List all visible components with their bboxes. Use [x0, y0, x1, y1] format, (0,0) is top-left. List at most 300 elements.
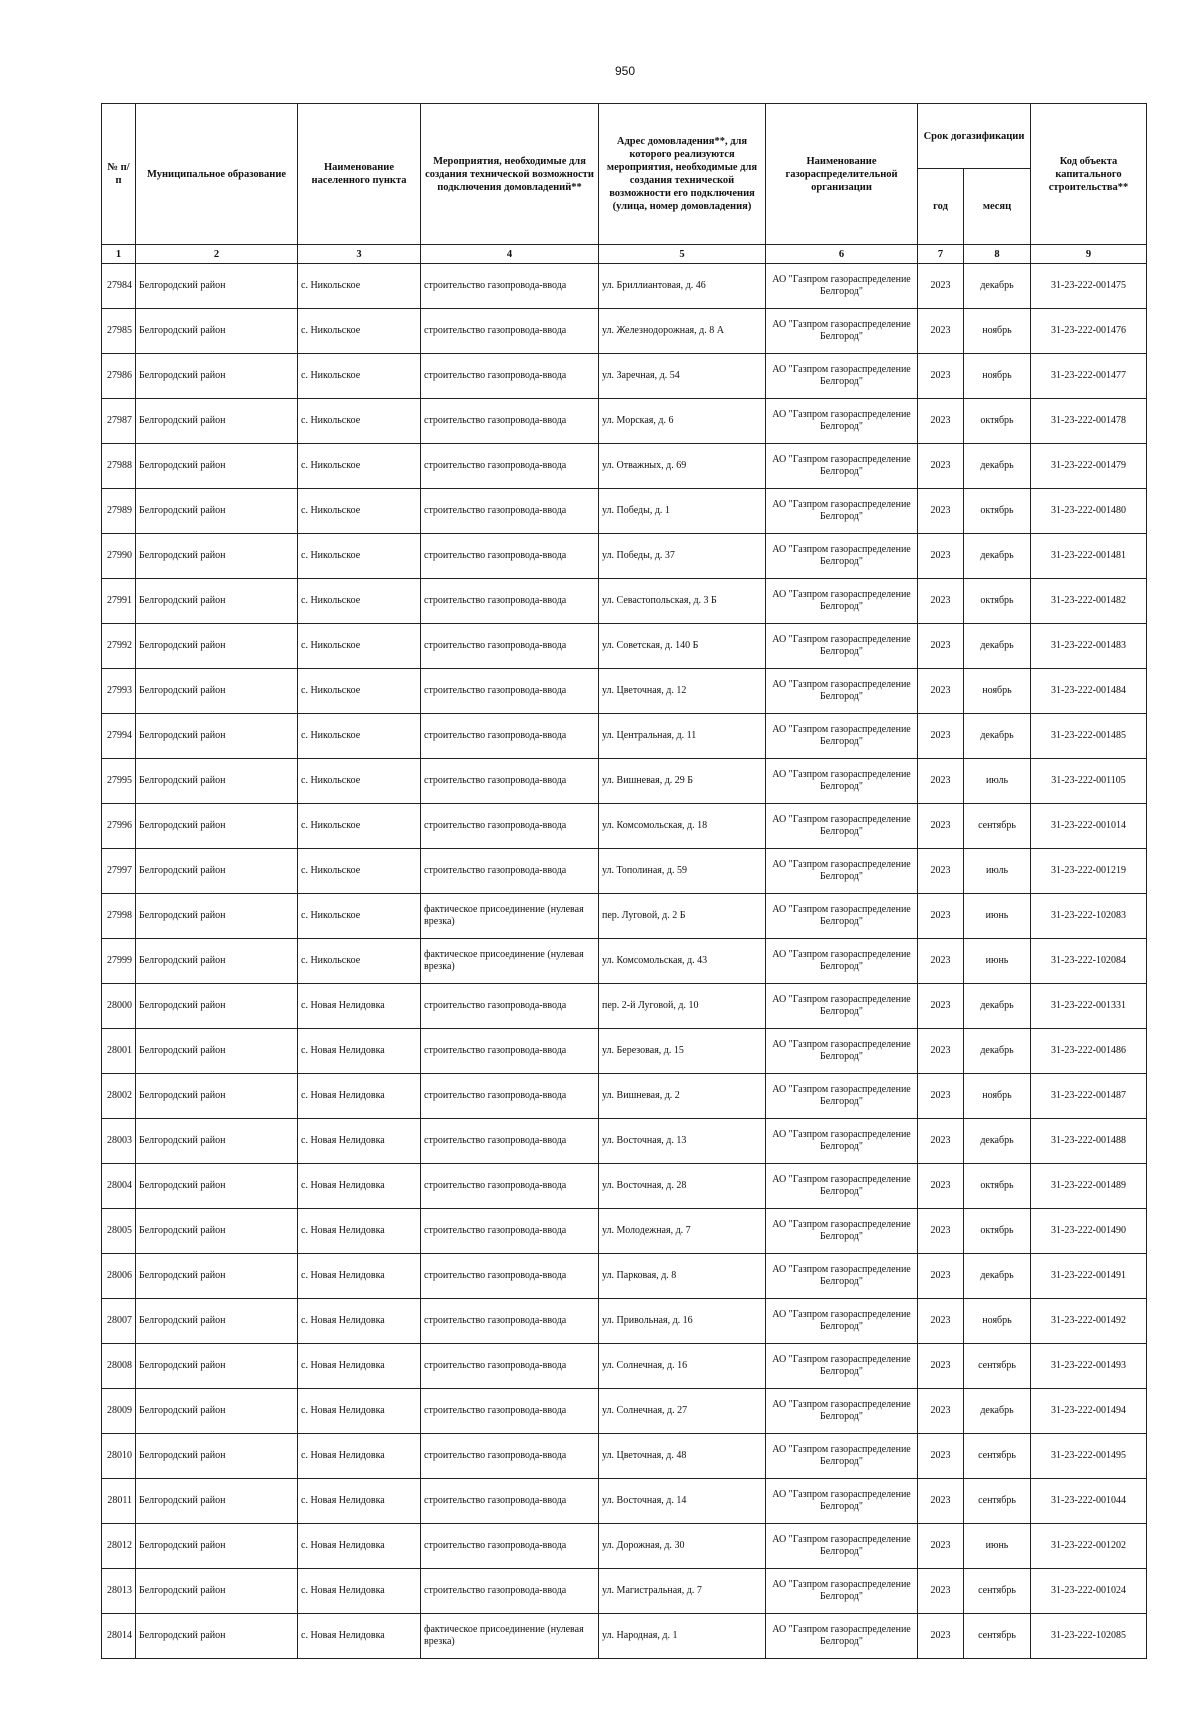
row-number: 28002 — [102, 1074, 136, 1119]
municipality-cell: Белгородский район — [136, 759, 298, 804]
row-number: 27993 — [102, 669, 136, 714]
address-cell: ул. Восточная, д. 14 — [599, 1479, 766, 1524]
year-cell: 2023 — [918, 804, 964, 849]
settlement-cell: с. Новая Нелидовка — [298, 1479, 421, 1524]
month-cell: ноябрь — [964, 1299, 1031, 1344]
settlement-cell: с. Никольское — [298, 849, 421, 894]
table-row — [102, 444, 1147, 489]
municipality-cell: Белгородский район — [136, 669, 298, 714]
table-row — [102, 1614, 1147, 1659]
event-cell: строительство газопровода-ввода — [421, 1479, 599, 1524]
month-cell: сентябрь — [964, 1614, 1031, 1659]
event-cell: строительство газопровода-ввода — [421, 714, 599, 759]
address-cell: пер. 2-й Луговой, д. 10 — [599, 984, 766, 1029]
organization-cell: АО "Газпром газораспределение Белгород" — [766, 1479, 918, 1524]
settlement-cell: с. Никольское — [298, 714, 421, 759]
object-code-cell: 31-23-222-001105 — [1031, 759, 1147, 804]
row-number: 28009 — [102, 1389, 136, 1434]
organization-cell: АО "Газпром газораспределение Белгород" — [766, 579, 918, 624]
settlement-cell: с. Никольское — [298, 579, 421, 624]
month-cell: сентябрь — [964, 1479, 1031, 1524]
settlement-cell: с. Новая Нелидовка — [298, 1029, 421, 1074]
object-code-cell: 31-23-222-001480 — [1031, 489, 1147, 534]
settlement-cell: с. Новая Нелидовка — [298, 1299, 421, 1344]
organization-cell: АО "Газпром газораспределение Белгород" — [766, 1254, 918, 1299]
object-code-cell: 31-23-222-001490 — [1031, 1209, 1147, 1254]
address-cell: ул. Отважных, д. 69 — [599, 444, 766, 489]
address-cell: ул. Вишневая, д. 29 Б — [599, 759, 766, 804]
page-number: 950 — [614, 64, 636, 78]
settlement-cell: с. Новая Нелидовка — [298, 1164, 421, 1209]
organization-cell: АО "Газпром газораспределение Белгород" — [766, 939, 918, 984]
year-cell: 2023 — [918, 1344, 964, 1389]
municipality-cell: Белгородский район — [136, 624, 298, 669]
municipality-cell: Белгородский район — [136, 894, 298, 939]
settlement-cell: с. Новая Нелидовка — [298, 1074, 421, 1119]
row-number: 27997 — [102, 849, 136, 894]
row-number: 27995 — [102, 759, 136, 804]
organization-cell: АО "Газпром газораспределение Белгород" — [766, 1119, 918, 1164]
settlement-cell: с. Никольское — [298, 399, 421, 444]
object-code-cell: 31-23-222-001495 — [1031, 1434, 1147, 1479]
municipality-cell: Белгородский район — [136, 309, 298, 354]
table-row — [102, 1569, 1147, 1614]
address-cell: ул. Комсомольская, д. 43 — [599, 939, 766, 984]
month-cell: ноябрь — [964, 669, 1031, 714]
event-cell: строительство газопровода-ввода — [421, 1434, 599, 1479]
object-code-cell: 31-23-222-001202 — [1031, 1524, 1147, 1569]
table-row — [102, 1389, 1147, 1434]
address-cell: ул. Солнечная, д. 16 — [599, 1344, 766, 1389]
table-row — [102, 1029, 1147, 1074]
address-cell: ул. Дорожная, д. 30 — [599, 1524, 766, 1569]
event-cell: строительство газопровода-ввода — [421, 534, 599, 579]
year-cell: 2023 — [918, 534, 964, 579]
month-cell: ноябрь — [964, 309, 1031, 354]
event-cell: строительство газопровода-ввода — [421, 804, 599, 849]
header-month: месяц — [964, 169, 1031, 245]
event-cell: строительство газопровода-ввода — [421, 489, 599, 534]
month-cell: декабрь — [964, 984, 1031, 1029]
address-cell: ул. Березовая, д. 15 — [599, 1029, 766, 1074]
object-code-cell: 31-23-222-001475 — [1031, 264, 1147, 309]
column-number: 4 — [421, 245, 599, 264]
month-cell: декабрь — [964, 264, 1031, 309]
row-number: 28010 — [102, 1434, 136, 1479]
event-cell: строительство газопровода-ввода — [421, 1029, 599, 1074]
address-cell: ул. Бриллиантовая, д. 46 — [599, 264, 766, 309]
object-code-cell: 31-23-222-001486 — [1031, 1029, 1147, 1074]
object-code-cell: 31-23-222-001024 — [1031, 1569, 1147, 1614]
row-number: 27984 — [102, 264, 136, 309]
organization-cell: АО "Газпром газораспределение Белгород" — [766, 984, 918, 1029]
municipality-cell: Белгородский район — [136, 804, 298, 849]
object-code-cell: 31-23-222-001492 — [1031, 1299, 1147, 1344]
municipality-cell: Белгородский район — [136, 1209, 298, 1254]
row-number: 28006 — [102, 1254, 136, 1299]
settlement-cell: с. Новая Нелидовка — [298, 984, 421, 1029]
settlement-cell: с. Новая Нелидовка — [298, 1434, 421, 1479]
organization-cell: АО "Газпром газораспределение Белгород" — [766, 714, 918, 759]
object-code-cell: 31-23-222-102085 — [1031, 1614, 1147, 1659]
organization-cell: АО "Газпром газораспределение Белгород" — [766, 1074, 918, 1119]
address-cell: ул. Победы, д. 1 — [599, 489, 766, 534]
table-row — [102, 1299, 1147, 1344]
table-row — [102, 489, 1147, 534]
row-number: 28001 — [102, 1029, 136, 1074]
object-code-cell: 31-23-222-001481 — [1031, 534, 1147, 579]
row-number: 27996 — [102, 804, 136, 849]
row-number: 28007 — [102, 1299, 136, 1344]
header-address: Адрес домовладения**, для которого реализуются мероприятия, необходимые для создания технической возможности его подключения (улица, номер домовладения) — [599, 104, 766, 245]
row-number: 28004 — [102, 1164, 136, 1209]
object-code-cell: 31-23-222-001489 — [1031, 1164, 1147, 1209]
event-cell: строительство газопровода-ввода — [421, 624, 599, 669]
object-code-cell: 31-23-222-001331 — [1031, 984, 1147, 1029]
gasification-register-table — [101, 103, 1147, 1659]
organization-cell: АО "Газпром газораспределение Белгород" — [766, 534, 918, 579]
row-number: 27987 — [102, 399, 136, 444]
year-cell: 2023 — [918, 1074, 964, 1119]
year-cell: 2023 — [918, 1299, 964, 1344]
object-code-cell: 31-23-222-001014 — [1031, 804, 1147, 849]
municipality-cell: Белгородский район — [136, 1029, 298, 1074]
table-body — [102, 264, 1147, 1659]
municipality-cell: Белгородский район — [136, 1569, 298, 1614]
event-cell: строительство газопровода-ввода — [421, 1209, 599, 1254]
year-cell: 2023 — [918, 579, 964, 624]
object-code-cell: 31-23-222-001482 — [1031, 579, 1147, 624]
object-code-cell: 31-23-222-001494 — [1031, 1389, 1147, 1434]
settlement-cell: с. Новая Нелидовка — [298, 1254, 421, 1299]
event-cell: строительство газопровода-ввода — [421, 1524, 599, 1569]
address-cell: ул. Парковая, д. 8 — [599, 1254, 766, 1299]
object-code-cell: 31-23-222-102083 — [1031, 894, 1147, 939]
settlement-cell: с. Никольское — [298, 939, 421, 984]
object-code-cell: 31-23-222-001488 — [1031, 1119, 1147, 1164]
month-cell: июль — [964, 759, 1031, 804]
organization-cell: АО "Газпром газораспределение Белгород" — [766, 1029, 918, 1074]
event-cell: строительство газопровода-ввода — [421, 1119, 599, 1164]
organization-cell: АО "Газпром газораспределение Белгород" — [766, 1524, 918, 1569]
column-number: 3 — [298, 245, 421, 264]
table-row — [102, 264, 1147, 309]
row-number: 28000 — [102, 984, 136, 1029]
address-cell: ул. Победы, д. 37 — [599, 534, 766, 579]
address-cell: ул. Цветочная, д. 12 — [599, 669, 766, 714]
year-cell: 2023 — [918, 1209, 964, 1254]
settlement-cell: с. Никольское — [298, 759, 421, 804]
object-code-cell: 31-23-222-001483 — [1031, 624, 1147, 669]
month-cell: ноябрь — [964, 1074, 1031, 1119]
address-cell: ул. Комсомольская, д. 18 — [599, 804, 766, 849]
month-cell: декабрь — [964, 444, 1031, 489]
settlement-cell: с. Никольское — [298, 264, 421, 309]
event-cell: строительство газопровода-ввода — [421, 444, 599, 489]
year-cell: 2023 — [918, 1479, 964, 1524]
month-cell: декабрь — [964, 1389, 1031, 1434]
municipality-cell: Белгородский район — [136, 1524, 298, 1569]
municipality-cell: Белгородский район — [136, 1119, 298, 1164]
event-cell: строительство газопровода-ввода — [421, 1164, 599, 1209]
organization-cell: АО "Газпром газораспределение Белгород" — [766, 1434, 918, 1479]
event-cell: фактическое присоединение (нулевая врезка) — [421, 894, 599, 939]
object-code-cell: 31-23-222-001479 — [1031, 444, 1147, 489]
year-cell: 2023 — [918, 1569, 964, 1614]
municipality-cell: Белгородский район — [136, 534, 298, 579]
column-numbers-row — [102, 245, 1147, 264]
organization-cell: АО "Газпром газораспределение Белгород" — [766, 1389, 918, 1434]
year-cell: 2023 — [918, 1434, 964, 1479]
organization-cell: АО "Газпром газораспределение Белгород" — [766, 1344, 918, 1389]
row-number: 27990 — [102, 534, 136, 579]
year-cell: 2023 — [918, 984, 964, 1029]
year-cell: 2023 — [918, 354, 964, 399]
event-cell: строительство газопровода-ввода — [421, 759, 599, 804]
year-cell: 2023 — [918, 1164, 964, 1209]
organization-cell: АО "Газпром газораспределение Белгород" — [766, 759, 918, 804]
table-row — [102, 1119, 1147, 1164]
year-cell: 2023 — [918, 264, 964, 309]
organization-cell: АО "Газпром газораспределение Белгород" — [766, 264, 918, 309]
month-cell: октябрь — [964, 1164, 1031, 1209]
organization-cell: АО "Газпром газораспределение Белгород" — [766, 624, 918, 669]
municipality-cell: Белгородский район — [136, 1164, 298, 1209]
settlement-cell: с. Никольское — [298, 804, 421, 849]
municipality-cell: Белгородский район — [136, 354, 298, 399]
table-row — [102, 1344, 1147, 1389]
address-cell: ул. Тополиная, д. 59 — [599, 849, 766, 894]
event-cell: строительство газопровода-ввода — [421, 309, 599, 354]
year-cell: 2023 — [918, 714, 964, 759]
table-row — [102, 804, 1147, 849]
settlement-cell: с. Новая Нелидовка — [298, 1389, 421, 1434]
table-row — [102, 534, 1147, 579]
address-cell: ул. Заречная, д. 54 — [599, 354, 766, 399]
settlement-cell: с. Новая Нелидовка — [298, 1614, 421, 1659]
table-row — [102, 624, 1147, 669]
row-number: 28011 — [102, 1479, 136, 1524]
object-code-cell: 31-23-222-001478 — [1031, 399, 1147, 444]
municipality-cell: Белгородский район — [136, 1479, 298, 1524]
address-cell: ул. Севастопольская, д. 3 Б — [599, 579, 766, 624]
row-number: 27986 — [102, 354, 136, 399]
object-code-cell: 31-23-222-001477 — [1031, 354, 1147, 399]
event-cell: строительство газопровода-ввода — [421, 399, 599, 444]
table-row — [102, 714, 1147, 759]
settlement-cell: с. Новая Нелидовка — [298, 1524, 421, 1569]
municipality-cell: Белгородский район — [136, 984, 298, 1029]
address-cell: ул. Солнечная, д. 27 — [599, 1389, 766, 1434]
header-municipality: Муниципальное образование — [136, 104, 298, 245]
address-cell: ул. Восточная, д. 28 — [599, 1164, 766, 1209]
object-code-cell: 31-23-222-001487 — [1031, 1074, 1147, 1119]
month-cell: декабрь — [964, 624, 1031, 669]
row-number: 28013 — [102, 1569, 136, 1614]
row-number: 27988 — [102, 444, 136, 489]
organization-cell: АО "Газпром газораспределение Белгород" — [766, 804, 918, 849]
event-cell: строительство газопровода-ввода — [421, 1074, 599, 1119]
address-cell: ул. Железнодорожная, д. 8 А — [599, 309, 766, 354]
row-number: 28014 — [102, 1614, 136, 1659]
object-code-cell: 31-23-222-001219 — [1031, 849, 1147, 894]
year-cell: 2023 — [918, 309, 964, 354]
municipality-cell: Белгородский район — [136, 1074, 298, 1119]
table-row — [102, 309, 1147, 354]
year-cell: 2023 — [918, 1389, 964, 1434]
organization-cell: АО "Газпром газораспределение Белгород" — [766, 309, 918, 354]
object-code-cell: 31-23-222-001044 — [1031, 1479, 1147, 1524]
row-number: 27985 — [102, 309, 136, 354]
event-cell: строительство газопровода-ввода — [421, 1569, 599, 1614]
organization-cell: АО "Газпром газораспределение Белгород" — [766, 1569, 918, 1614]
month-cell: июль — [964, 849, 1031, 894]
month-cell: октябрь — [964, 1209, 1031, 1254]
month-cell: октябрь — [964, 399, 1031, 444]
row-number: 28003 — [102, 1119, 136, 1164]
table-row — [102, 849, 1147, 894]
event-cell: строительство газопровода-ввода — [421, 1299, 599, 1344]
table-row — [102, 1209, 1147, 1254]
header-year: год — [918, 169, 964, 245]
address-cell: ул. Морская, д. 6 — [599, 399, 766, 444]
year-cell: 2023 — [918, 849, 964, 894]
municipality-cell: Белгородский район — [136, 849, 298, 894]
object-code-cell: 31-23-222-102084 — [1031, 939, 1147, 984]
header-event: Мероприятия, необходимые для создания технической возможности подключения домовладений** — [421, 104, 599, 245]
address-cell: ул. Магистральная, д. 7 — [599, 1569, 766, 1614]
address-cell: ул. Восточная, д. 13 — [599, 1119, 766, 1164]
row-number: 28005 — [102, 1209, 136, 1254]
address-cell: ул. Народная, д. 1 — [599, 1614, 766, 1659]
table-row — [102, 354, 1147, 399]
table-row — [102, 1524, 1147, 1569]
settlement-cell: с. Новая Нелидовка — [298, 1344, 421, 1389]
row-number: 27999 — [102, 939, 136, 984]
header-code: Код объекта капитального строительства** — [1031, 104, 1147, 245]
row-number: 27989 — [102, 489, 136, 534]
settlement-cell: с. Никольское — [298, 354, 421, 399]
object-code-cell: 31-23-222-001493 — [1031, 1344, 1147, 1389]
settlement-cell: с. Новая Нелидовка — [298, 1119, 421, 1164]
municipality-cell: Белгородский район — [136, 714, 298, 759]
year-cell: 2023 — [918, 1254, 964, 1299]
event-cell: строительство газопровода-ввода — [421, 1389, 599, 1434]
address-cell: ул. Центральная, д. 11 — [599, 714, 766, 759]
address-cell: ул. Привольная, д. 16 — [599, 1299, 766, 1344]
month-cell: июнь — [964, 939, 1031, 984]
organization-cell: АО "Газпром газораспределение Белгород" — [766, 894, 918, 939]
table-row — [102, 669, 1147, 714]
month-cell: октябрь — [964, 579, 1031, 624]
table-row — [102, 579, 1147, 624]
table-row — [102, 1434, 1147, 1479]
row-number: 27992 — [102, 624, 136, 669]
municipality-cell: Белгородский район — [136, 579, 298, 624]
settlement-cell: с. Новая Нелидовка — [298, 1569, 421, 1614]
organization-cell: АО "Газпром газораспределение Белгород" — [766, 849, 918, 894]
settlement-cell: с. Никольское — [298, 669, 421, 714]
column-number: 1 — [102, 245, 136, 264]
organization-cell: АО "Газпром газораспределение Белгород" — [766, 399, 918, 444]
header-org: Наименование газораспределительной организации — [766, 104, 918, 245]
year-cell: 2023 — [918, 1524, 964, 1569]
year-cell: 2023 — [918, 489, 964, 534]
column-number: 7 — [918, 245, 964, 264]
month-cell: сентябрь — [964, 1344, 1031, 1389]
row-number: 27998 — [102, 894, 136, 939]
organization-cell: АО "Газпром газораспределение Белгород" — [766, 1299, 918, 1344]
table-header — [102, 104, 1147, 264]
month-cell: сентябрь — [964, 804, 1031, 849]
object-code-cell: 31-23-222-001484 — [1031, 669, 1147, 714]
column-number: 8 — [964, 245, 1031, 264]
municipality-cell: Белгородский район — [136, 1299, 298, 1344]
year-cell: 2023 — [918, 1119, 964, 1164]
row-number: 28008 — [102, 1344, 136, 1389]
municipality-cell: Белгородский район — [136, 1254, 298, 1299]
column-number: 9 — [1031, 245, 1147, 264]
municipality-cell: Белгородский район — [136, 399, 298, 444]
month-cell: декабрь — [964, 534, 1031, 579]
row-number: 27994 — [102, 714, 136, 759]
table-row — [102, 1254, 1147, 1299]
address-cell: ул. Вишневая, д. 2 — [599, 1074, 766, 1119]
organization-cell: АО "Газпром газораспределение Белгород" — [766, 444, 918, 489]
month-cell: сентябрь — [964, 1434, 1031, 1479]
month-cell: сентябрь — [964, 1569, 1031, 1614]
month-cell: июнь — [964, 894, 1031, 939]
table-row — [102, 1479, 1147, 1524]
table-row — [102, 939, 1147, 984]
organization-cell: АО "Газпром газораспределение Белгород" — [766, 489, 918, 534]
municipality-cell: Белгородский район — [136, 1434, 298, 1479]
column-number: 2 — [136, 245, 298, 264]
year-cell: 2023 — [918, 1614, 964, 1659]
year-cell: 2023 — [918, 894, 964, 939]
year-cell: 2023 — [918, 1029, 964, 1074]
settlement-cell: с. Никольское — [298, 534, 421, 579]
event-cell: строительство газопровода-ввода — [421, 1344, 599, 1389]
organization-cell: АО "Газпром газораспределение Белгород" — [766, 1164, 918, 1209]
month-cell: июнь — [964, 1524, 1031, 1569]
settlement-cell: с. Никольское — [298, 489, 421, 534]
organization-cell: АО "Газпром газораспределение Белгород" — [766, 669, 918, 714]
municipality-cell: Белгородский район — [136, 1614, 298, 1659]
year-cell: 2023 — [918, 624, 964, 669]
month-cell: декабрь — [964, 1254, 1031, 1299]
municipality-cell: Белгородский район — [136, 489, 298, 534]
event-cell: строительство газопровода-ввода — [421, 984, 599, 1029]
organization-cell: АО "Газпром газораспределение Белгород" — [766, 1614, 918, 1659]
table-row — [102, 759, 1147, 804]
column-number: 6 — [766, 245, 918, 264]
settlement-cell: с. Никольское — [298, 444, 421, 489]
table-row — [102, 894, 1147, 939]
event-cell: фактическое присоединение (нулевая врезка) — [421, 1614, 599, 1659]
municipality-cell: Белгородский район — [136, 1344, 298, 1389]
settlement-cell: с. Новая Нелидовка — [298, 1209, 421, 1254]
table-row — [102, 399, 1147, 444]
year-cell: 2023 — [918, 759, 964, 804]
municipality-cell: Белгородский район — [136, 1389, 298, 1434]
event-cell: строительство газопровода-ввода — [421, 579, 599, 624]
object-code-cell: 31-23-222-001476 — [1031, 309, 1147, 354]
organization-cell: АО "Газпром газораспределение Белгород" — [766, 1209, 918, 1254]
event-cell: строительство газопровода-ввода — [421, 669, 599, 714]
address-cell: ул. Цветочная, д. 48 — [599, 1434, 766, 1479]
settlement-cell: с. Никольское — [298, 624, 421, 669]
